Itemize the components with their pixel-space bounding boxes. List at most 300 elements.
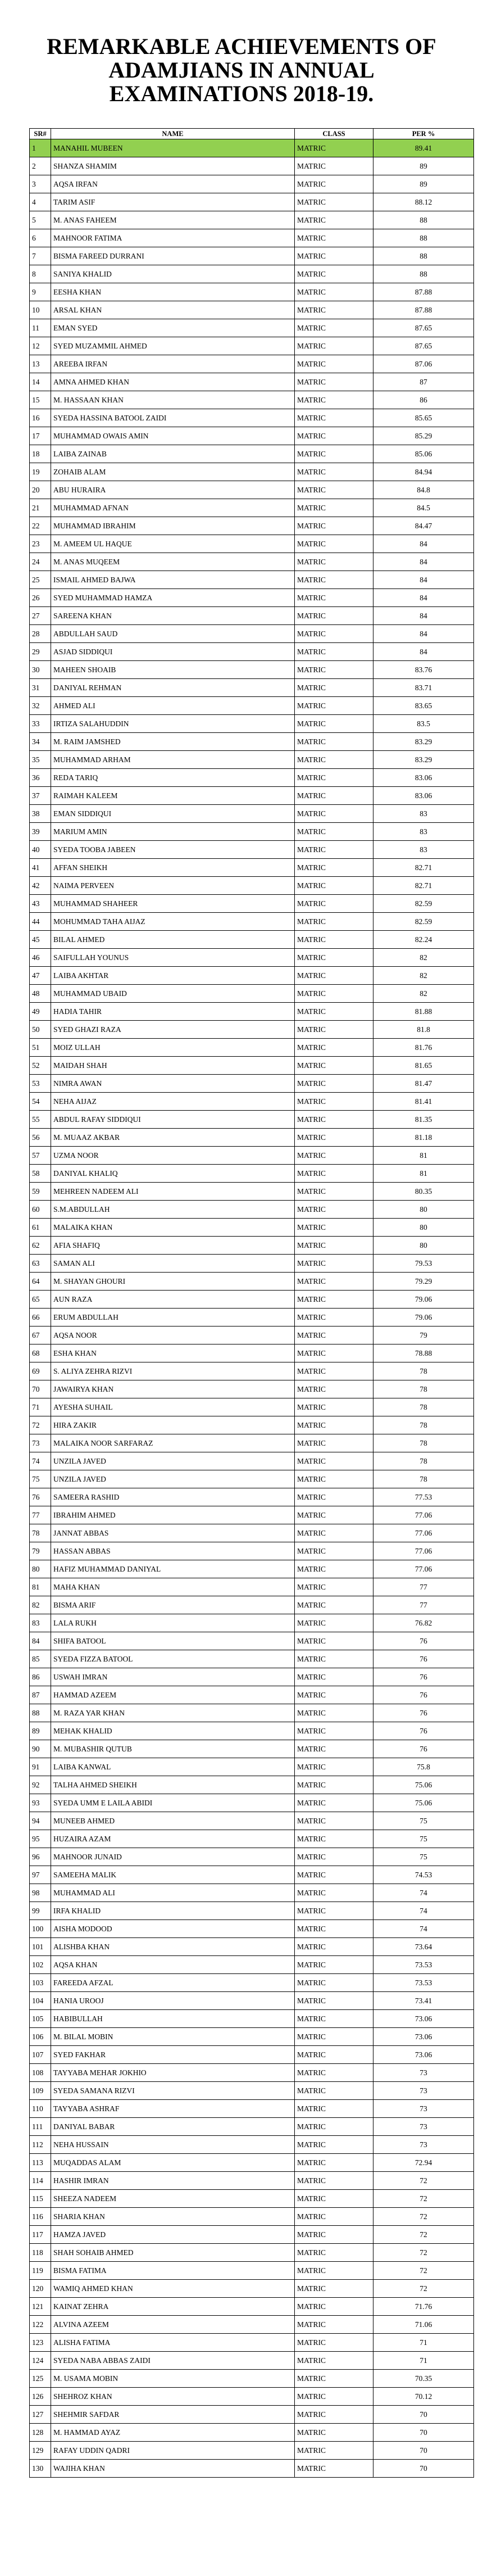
cell-sr: 94: [30, 1812, 51, 1830]
cell-name: UZMA NOOR: [51, 1147, 295, 1165]
cell-name: ARSAL KHAN: [51, 301, 295, 319]
cell-name: TAYYABA MEHAR JOKHIO: [51, 2064, 295, 2082]
cell-class: MATRIC: [295, 1075, 373, 1093]
cell-percentage: 83.71: [373, 679, 474, 697]
cell-percentage: 77: [373, 1578, 474, 1596]
table-row: [30, 1201, 474, 1219]
cell-sr: 41: [30, 859, 51, 877]
cell-sr: 54: [30, 1093, 51, 1111]
cell-class: MATRIC: [295, 1992, 373, 2010]
cell-class: MATRIC: [295, 1722, 373, 1740]
cell-class: MATRIC: [295, 337, 373, 355]
cell-percentage: 88: [373, 247, 474, 265]
cell-name: M. AMEEM UL HAQUE: [51, 535, 295, 553]
cell-class: MATRIC: [295, 733, 373, 751]
cell-sr: 49: [30, 1003, 51, 1021]
cell-percentage: 81.41: [373, 1093, 474, 1111]
cell-sr: 29: [30, 643, 51, 661]
table-row: [30, 1956, 474, 1974]
cell-sr: 19: [30, 463, 51, 481]
cell-class: MATRIC: [295, 1380, 373, 1398]
cell-sr: 130: [30, 2460, 51, 2478]
cell-name: UNZILA JAVED: [51, 1452, 295, 1470]
cell-class: MATRIC: [295, 1129, 373, 1147]
cell-class: MATRIC: [295, 1956, 373, 1974]
cell-class: MATRIC: [295, 2280, 373, 2298]
cell-sr: 114: [30, 2172, 51, 2190]
cell-sr: 76: [30, 1488, 51, 1506]
cell-sr: 107: [30, 2046, 51, 2064]
cell-percentage: 81.8: [373, 1021, 474, 1039]
cell-class: MATRIC: [295, 319, 373, 337]
cell-name: SYEDA SAMANA RIZVI: [51, 2082, 295, 2100]
cell-sr: 105: [30, 2010, 51, 2028]
table-row: [30, 2118, 474, 2136]
cell-class: MATRIC: [295, 2262, 373, 2280]
cell-class: MATRIC: [295, 2244, 373, 2262]
cell-class: MATRIC: [295, 391, 373, 409]
cell-percentage: 76: [373, 1650, 474, 1668]
table-row: [30, 1093, 474, 1111]
cell-name: RAIMAH KALEEM: [51, 787, 295, 805]
cell-sr: 113: [30, 2154, 51, 2172]
table-row: [30, 967, 474, 985]
cell-class: MATRIC: [295, 1740, 373, 1758]
cell-sr: 73: [30, 1434, 51, 1452]
cell-class: MATRIC: [295, 2460, 373, 2478]
cell-percentage: 81.35: [373, 1111, 474, 1129]
table-row: [30, 2154, 474, 2172]
cell-name: ABDUL RAFAY SIDDIQUI: [51, 1111, 295, 1129]
cell-sr: 5: [30, 211, 51, 229]
cell-name: MALAIKA KHAN: [51, 1219, 295, 1237]
results-table: [29, 128, 474, 2478]
cell-percentage: 76: [373, 1740, 474, 1758]
table-row: [30, 715, 474, 733]
cell-percentage: 80: [373, 1219, 474, 1237]
cell-percentage: 76: [373, 1668, 474, 1686]
table-row: [30, 895, 474, 913]
cell-name: AFFAN SHEIKH: [51, 859, 295, 877]
cell-percentage: 85.29: [373, 427, 474, 445]
table-row: [30, 1758, 474, 1776]
cell-percentage: 76.82: [373, 1614, 474, 1632]
cell-percentage: 83.76: [373, 661, 474, 679]
cell-percentage: 70: [373, 2442, 474, 2460]
cell-class: MATRIC: [295, 499, 373, 517]
cell-sr: 128: [30, 2424, 51, 2442]
table-row: [30, 229, 474, 247]
cell-name: LALA RUKH: [51, 1614, 295, 1632]
cell-sr: 17: [30, 427, 51, 445]
cell-class: MATRIC: [295, 571, 373, 589]
cell-percentage: 81.18: [373, 1129, 474, 1147]
cell-sr: 83: [30, 1614, 51, 1632]
table-row: [30, 2028, 474, 2046]
cell-sr: 104: [30, 1992, 51, 2010]
cell-class: MATRIC: [295, 1362, 373, 1380]
cell-name: SAREENA KHAN: [51, 607, 295, 625]
table-body: [30, 139, 474, 2478]
cell-sr: 47: [30, 967, 51, 985]
cell-class: MATRIC: [295, 2082, 373, 2100]
table-row: [30, 517, 474, 535]
table-row: [30, 1003, 474, 1021]
cell-name: FAREEDA AFZAL: [51, 1974, 295, 1992]
cell-name: AUN RAZA: [51, 1291, 295, 1309]
cell-class: MATRIC: [295, 1902, 373, 1920]
cell-name: RAFAY UDDIN QADRI: [51, 2442, 295, 2460]
cell-name: SYED FAKHAR: [51, 2046, 295, 2064]
table-row: [30, 913, 474, 931]
cell-name: M. RAIM JAMSHED: [51, 733, 295, 751]
table-row: [30, 1362, 474, 1380]
cell-class: MATRIC: [295, 1794, 373, 1812]
cell-percentage: 84: [373, 625, 474, 643]
cell-percentage: 84.5: [373, 499, 474, 517]
cell-percentage: 87.88: [373, 283, 474, 301]
cell-percentage: 74: [373, 1884, 474, 1902]
cell-name: BISMA FATIMA: [51, 2262, 295, 2280]
cell-percentage: 80.35: [373, 1183, 474, 1201]
header-row: [30, 129, 474, 139]
cell-percentage: 83.65: [373, 697, 474, 715]
table-row: [30, 1452, 474, 1470]
cell-class: MATRIC: [295, 175, 373, 193]
cell-class: MATRIC: [295, 553, 373, 571]
cell-name: MARIUM AMIN: [51, 823, 295, 841]
cell-class: MATRIC: [295, 1398, 373, 1416]
cell-sr: 48: [30, 985, 51, 1003]
table-row: [30, 2046, 474, 2064]
cell-percentage: 78: [373, 1416, 474, 1434]
cell-name: SHIFA BATOOL: [51, 1632, 295, 1650]
cell-name: M. MUAAZ AKBAR: [51, 1129, 295, 1147]
table-row: [30, 175, 474, 193]
cell-name: AQSA NOOR: [51, 1327, 295, 1344]
cell-sr: 117: [30, 2226, 51, 2244]
table-row: [30, 481, 474, 499]
cell-name: M. RAZA YAR KHAN: [51, 1704, 295, 1722]
table-row: [30, 2172, 474, 2190]
cell-class: MATRIC: [295, 193, 373, 211]
table-row: [30, 1291, 474, 1309]
table-row: [30, 805, 474, 823]
cell-class: MATRIC: [295, 1884, 373, 1902]
cell-name: HAMMAD AZEEM: [51, 1686, 295, 1704]
cell-name: ALVINA AZEEM: [51, 2316, 295, 2334]
cell-class: MATRIC: [295, 2010, 373, 2028]
cell-name: MUHAMMAD OWAIS AMIN: [51, 427, 295, 445]
cell-percentage: 83.06: [373, 769, 474, 787]
cell-class: MATRIC: [295, 1470, 373, 1488]
table-row: [30, 1309, 474, 1327]
cell-sr: 13: [30, 355, 51, 373]
cell-name: M. BILAL MOBIN: [51, 2028, 295, 2046]
cell-class: MATRIC: [295, 211, 373, 229]
cell-class: MATRIC: [295, 2208, 373, 2226]
cell-class: MATRIC: [295, 949, 373, 967]
cell-class: MATRIC: [295, 589, 373, 607]
cell-class: MATRIC: [295, 1057, 373, 1075]
cell-sr: 50: [30, 1021, 51, 1039]
cell-sr: 2: [30, 157, 51, 175]
table-row: [30, 1165, 474, 1183]
cell-class: MATRIC: [295, 1812, 373, 1830]
cell-class: MATRIC: [295, 787, 373, 805]
cell-class: MATRIC: [295, 805, 373, 823]
cell-name: HASHIR IMRAN: [51, 2172, 295, 2190]
cell-name: SHEEZA NADEEM: [51, 2190, 295, 2208]
cell-name: NIMRA AWAN: [51, 1075, 295, 1093]
table-row: [30, 355, 474, 373]
cell-class: MATRIC: [295, 2064, 373, 2082]
cell-class: MATRIC: [295, 1488, 373, 1506]
cell-percentage: 88: [373, 211, 474, 229]
table-row: [30, 733, 474, 751]
cell-percentage: 76: [373, 1704, 474, 1722]
cell-name: MAIDAH SHAH: [51, 1057, 295, 1075]
table-row: [30, 2064, 474, 2082]
cell-percentage: 77: [373, 1596, 474, 1614]
cell-sr: 78: [30, 1524, 51, 1542]
cell-class: MATRIC: [295, 1021, 373, 1039]
cell-class: MATRIC: [295, 769, 373, 787]
cell-percentage: 71.76: [373, 2298, 474, 2316]
cell-sr: 110: [30, 2100, 51, 2118]
cell-class: MATRIC: [295, 2316, 373, 2334]
cell-class: MATRIC: [295, 139, 373, 157]
cell-class: MATRIC: [295, 157, 373, 175]
cell-name: MOHUMMAD TAHA AIJAZ: [51, 913, 295, 931]
cell-sr: 18: [30, 445, 51, 463]
table-row: [30, 643, 474, 661]
table-row: [30, 1255, 474, 1273]
table-row: [30, 1273, 474, 1291]
cell-name: ZOHAIB ALAM: [51, 463, 295, 481]
cell-percentage: 78: [373, 1398, 474, 1416]
cell-sr: 127: [30, 2406, 51, 2424]
cell-name: WAJIHA KHAN: [51, 2460, 295, 2478]
cell-sr: 121: [30, 2298, 51, 2316]
table-row: [30, 607, 474, 625]
cell-percentage: 71.06: [373, 2316, 474, 2334]
cell-sr: 26: [30, 589, 51, 607]
cell-percentage: 84.47: [373, 517, 474, 535]
table-row: [30, 859, 474, 877]
table-row: [30, 1578, 474, 1596]
table-row: [30, 1111, 474, 1129]
table-row: [30, 337, 474, 355]
cell-class: MATRIC: [295, 481, 373, 499]
cell-sr: 30: [30, 661, 51, 679]
cell-sr: 89: [30, 1722, 51, 1740]
cell-class: MATRIC: [295, 931, 373, 949]
table-row: [30, 445, 474, 463]
cell-name: SAIFULLAH YOUNUS: [51, 949, 295, 967]
cell-name: M. ANAS MUQEEM: [51, 553, 295, 571]
cell-percentage: 88: [373, 229, 474, 247]
cell-class: MATRIC: [295, 2136, 373, 2154]
cell-sr: 58: [30, 1165, 51, 1183]
table-row: [30, 211, 474, 229]
cell-percentage: 70: [373, 2424, 474, 2442]
cell-sr: 88: [30, 1704, 51, 1722]
cell-percentage: 71: [373, 2334, 474, 2352]
table-row: [30, 769, 474, 787]
cell-name: BISMA FAREED DURRANI: [51, 247, 295, 265]
table-row: [30, 985, 474, 1003]
cell-name: LAIBA AKHTAR: [51, 967, 295, 985]
cell-sr: 86: [30, 1668, 51, 1686]
table-header: [30, 129, 474, 139]
cell-name: HAMZA JAVED: [51, 2226, 295, 2244]
cell-percentage: 73.64: [373, 1938, 474, 1956]
title-line-2: ADAMJIANS IN ANNUAL: [108, 57, 375, 83]
table-row: [30, 2244, 474, 2262]
table-row: [30, 1380, 474, 1398]
cell-sr: 9: [30, 283, 51, 301]
cell-sr: 61: [30, 1219, 51, 1237]
cell-percentage: 82: [373, 985, 474, 1003]
cell-class: MATRIC: [295, 2442, 373, 2460]
cell-sr: 74: [30, 1452, 51, 1470]
cell-percentage: 79.53: [373, 1255, 474, 1273]
table-row: [30, 2316, 474, 2334]
cell-name: EMAN SIDDIQUI: [51, 805, 295, 823]
cell-name: HADIA TAHIR: [51, 1003, 295, 1021]
cell-percentage: 73: [373, 2082, 474, 2100]
cell-name: MAHNOOR JUNAID: [51, 1848, 295, 1866]
cell-percentage: 71: [373, 2352, 474, 2370]
table-row: [30, 2082, 474, 2100]
cell-percentage: 78: [373, 1470, 474, 1488]
cell-name: AREEBA IRFAN: [51, 355, 295, 373]
table-row: [30, 1686, 474, 1704]
cell-sr: 91: [30, 1758, 51, 1776]
table-row: [30, 661, 474, 679]
table-row: [30, 1057, 474, 1075]
cell-name: MEHAK KHALID: [51, 1722, 295, 1740]
cell-percentage: 73.53: [373, 1956, 474, 1974]
cell-class: MATRIC: [295, 1848, 373, 1866]
cell-sr: 37: [30, 787, 51, 805]
cell-name: MUHAMMAD ALI: [51, 1884, 295, 1902]
cell-percentage: 75.06: [373, 1794, 474, 1812]
cell-name: EESHA KHAN: [51, 283, 295, 301]
cell-sr: 100: [30, 1920, 51, 1938]
table-row: [30, 2352, 474, 2370]
cell-sr: 65: [30, 1291, 51, 1309]
cell-percentage: 87: [373, 373, 474, 391]
table-row: [30, 1740, 474, 1758]
cell-class: MATRIC: [295, 661, 373, 679]
cell-class: MATRIC: [295, 1974, 373, 1992]
cell-percentage: 81.88: [373, 1003, 474, 1021]
table-row: [30, 1920, 474, 1938]
cell-name: SANIYA KHALID: [51, 265, 295, 283]
cell-name: NEHA HUSSAIN: [51, 2136, 295, 2154]
table-row: [30, 1219, 474, 1237]
cell-sr: 125: [30, 2370, 51, 2388]
cell-percentage: 84.94: [373, 463, 474, 481]
table-row: [30, 535, 474, 553]
table-row: [30, 2136, 474, 2154]
cell-name: M. ANAS FAHEEM: [51, 211, 295, 229]
cell-sr: 32: [30, 697, 51, 715]
cell-sr: 129: [30, 2442, 51, 2460]
cell-name: MUHAMMAD ARHAM: [51, 751, 295, 769]
cell-name: SAMEERA RASHID: [51, 1488, 295, 1506]
cell-name: JAWAIRYA KHAN: [51, 1380, 295, 1398]
cell-name: MAHEEN SHOAIB: [51, 661, 295, 679]
table-row: [30, 373, 474, 391]
table-row: [30, 1884, 474, 1902]
cell-sr: 62: [30, 1237, 51, 1255]
cell-name: TALHA AHMED SHEIKH: [51, 1776, 295, 1794]
table-row: [30, 1021, 474, 1039]
table-row: [30, 2280, 474, 2298]
cell-percentage: 72: [373, 2244, 474, 2262]
cell-sr: 22: [30, 517, 51, 535]
cell-percentage: 72: [373, 2280, 474, 2298]
table-row: [30, 319, 474, 337]
cell-sr: 35: [30, 751, 51, 769]
cell-sr: 14: [30, 373, 51, 391]
cell-sr: 95: [30, 1830, 51, 1848]
cell-sr: 63: [30, 1255, 51, 1273]
cell-name: EMAN SYED: [51, 319, 295, 337]
title-line-1: REMARKABLE ACHIEVEMENTS OF: [47, 34, 436, 59]
cell-sr: 45: [30, 931, 51, 949]
cell-percentage: 70: [373, 2406, 474, 2424]
cell-class: MATRIC: [295, 643, 373, 661]
cell-percentage: 82.24: [373, 931, 474, 949]
cell-percentage: 87.06: [373, 355, 474, 373]
cell-percentage: 79: [373, 1327, 474, 1344]
table-row: [30, 1632, 474, 1650]
cell-class: MATRIC: [295, 373, 373, 391]
cell-name: M. HAMMAD AYAZ: [51, 2424, 295, 2442]
cell-name: BILAL AHMED: [51, 931, 295, 949]
cell-percentage: 76: [373, 1686, 474, 1704]
cell-percentage: 78.88: [373, 1344, 474, 1362]
table-row: [30, 283, 474, 301]
cell-percentage: 70.35: [373, 2370, 474, 2388]
table-row: [30, 1776, 474, 1794]
cell-sr: 92: [30, 1776, 51, 1794]
table-row: [30, 1650, 474, 1668]
cell-sr: 72: [30, 1416, 51, 1434]
cell-name: ALISHBA KHAN: [51, 1938, 295, 1956]
table-row: [30, 1524, 474, 1542]
cell-sr: 23: [30, 535, 51, 553]
cell-name: REDA TARIQ: [51, 769, 295, 787]
table-row-top-scorer: [30, 139, 474, 157]
table-row: [30, 787, 474, 805]
cell-name: SYED GHAZI RAZA: [51, 1021, 295, 1039]
cell-sr: 112: [30, 2136, 51, 2154]
cell-name: ERUM ABDULLAH: [51, 1309, 295, 1327]
cell-name: MAHNOOR FATIMA: [51, 229, 295, 247]
cell-percentage: 77.06: [373, 1560, 474, 1578]
cell-class: MATRIC: [295, 877, 373, 895]
cell-name: S.M.ABDULLAH: [51, 1201, 295, 1219]
cell-name: AMNA AHMED KHAN: [51, 373, 295, 391]
title-line-3: EXAMINATIONS 2018-19.: [109, 81, 374, 106]
page-title: [0, 35, 483, 106]
cell-sr: 109: [30, 2082, 51, 2100]
